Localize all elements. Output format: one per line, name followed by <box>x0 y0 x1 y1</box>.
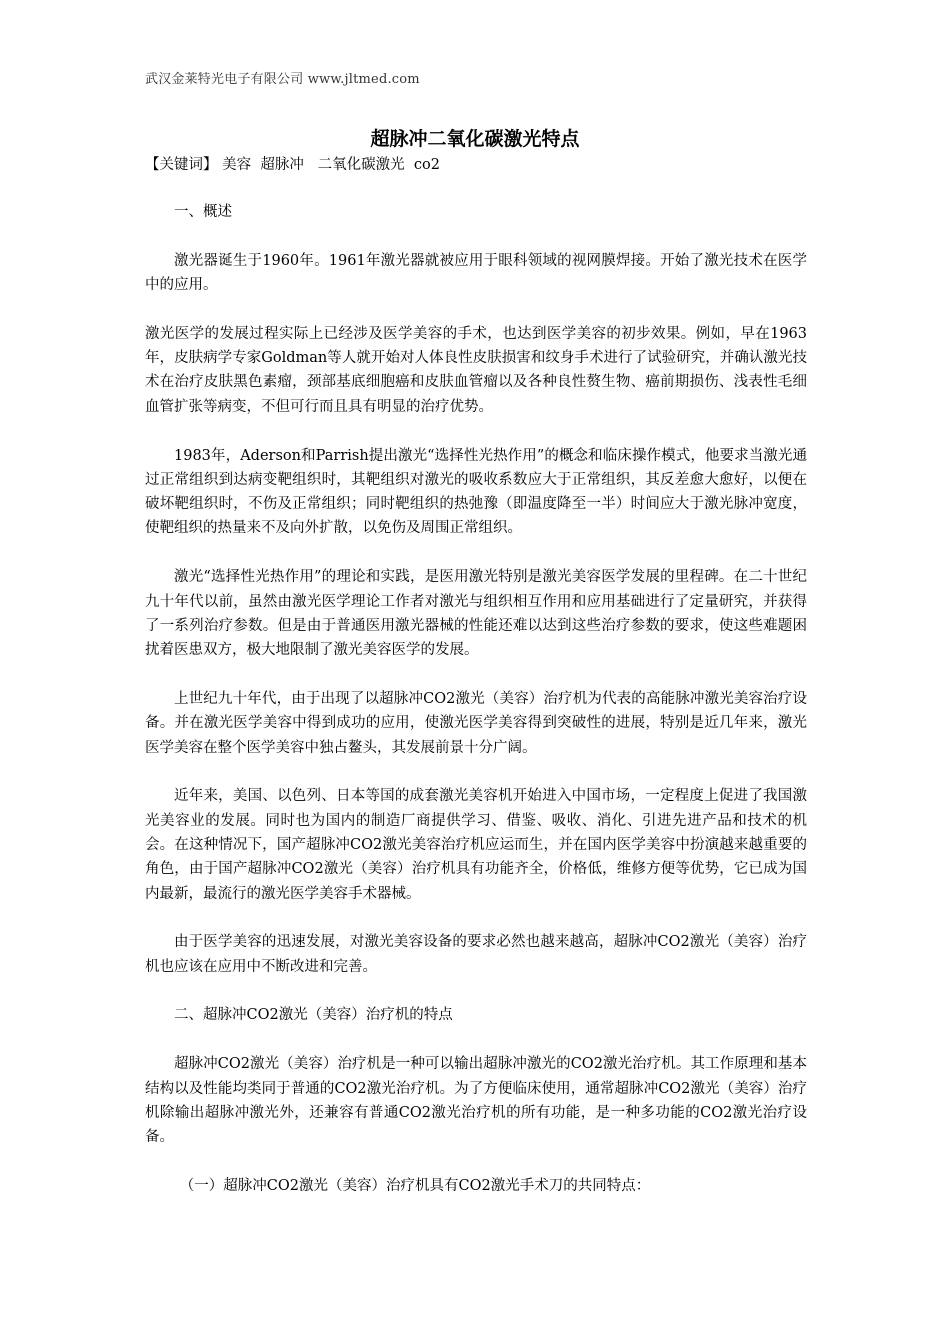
paragraph: 激光“选择性光热作用”的理论和实践，是医用激光特别是激光美容医学发展的里程碑。在二十世纪九十年代以前，虽然由激光医学理论工作者对激光与组织相互作用和应用基础进行了定量研究，并获得了一系列治疗参数。但是由于普通医用激光器械的性能还难以达到这些治疗参数的要求，使这些难题困扰着医患双方，极大地限制了激光美容医学的发展。 <box>145 569 807 659</box>
document-title: 超脉冲二氧化碳激光特点 <box>370 128 580 150</box>
paragraph: 由于医学美容的迅速发展，对激光美容设备的要求必然也越来越高，超脉冲CO2激光（美容）治疗机也应该在应用中不断改进和完善。 <box>145 934 807 975</box>
paragraph: 超脉冲CO2激光（美容）治疗机是一种可以输出超脉冲激光的CO2激光治疗机。其工作原理和基本结构以及性能均类同于普通的CO2激光治疗机。为了方便临床使用，通常超脉冲CO2激光（美容）治疗机除输出超脉冲激光外，还兼容有普通CO2激光治疗机的所有功能，是一种多功能的CO2激光治疗设备。 <box>145 1056 807 1146</box>
paragraph: 激光器诞生于1960年。1961年激光器就被应用于眼科领域的视网膜焊接。开始了激光技术在医学中的应用。 <box>145 252 807 294</box>
document-body <box>145 200 807 1223</box>
paragraph: 1983年，Aderson和Parrish提出激光“选择性光热作用”的概念和临床操作模式，他要求当激光通过正常组织到达病变靶组织时，其靶组织对激光的吸收系数应大于正常组织，其反差愈大愈好，以便在破坏靶组织时，不伤及正常组织；同时靶组织的热弛豫（即温度降至一半）时间应大于激光脉冲宽度，使靶组织的热量来不及向外扩散，以免伤及周围正常组织。 <box>145 447 807 537</box>
section-heading-overview: 一、概述 <box>174 204 232 220</box>
paragraph: 上世纪九十年代，由于出现了以超脉冲CO2激光（美容）治疗机为代表的高能脉冲激光美容治疗设备。并在激光医学美容中得到成功的应用，使激光医学美容得到突破性的进展，特别是近几年来，激光医学美容在整个医学美容中独占鳌头，其发展前景十分广阔。 <box>145 690 807 756</box>
subsection-heading: （一）超脉冲CO2激光（美容）治疗机具有CO2激光手术刀的共同特点： <box>179 1177 651 1194</box>
page-header: 武汉金莱特光电子有限公司 www.jltmed.com <box>145 72 420 87</box>
paragraph: 近年来，美国、以色列、日本等国的成套激光美容机开始进入中国市场，一定程度上促进了我国激光美容业的发展。同时也为国内的制造厂商提供学习、借鉴、吸收、消化、引进先进产品和技术的机会。在这种情况下，国产超脉冲CO2激光美容治疗机应运而生，并在国内医学美容中扮演越来越重要的角色，由于国产超脉冲CO2激光（美容）治疗机具有功能齐全，价格低，维修方便等优势，它已成为国内最新，最流行的激光医学美容手术器械。 <box>145 788 807 902</box>
section-heading-features: 二、超脉冲CO2激光（美容）治疗机的特点 <box>174 1007 453 1024</box>
paragraph: 激光医学的发展过程实际上已经涉及医学美容的手术，也达到医学美容的初步效果。例如，早在1963年，皮肤病学专家Goldman等人就开始对人体良性皮肤损害和纹身手术进行了试验研究，并确认激光技术在治疗皮肤黑色素瘤，颈部基底细胞癌和皮肤血管瘤以及各种良性赘生物、癌前期损伤、浅表性毛细血管扩张等病变，不但可行而且具有明显的治疗优势。 <box>145 325 807 415</box>
keywords-line: 【关键词】 美容 超脉冲 二氧化碳激光 co2 <box>145 157 440 173</box>
